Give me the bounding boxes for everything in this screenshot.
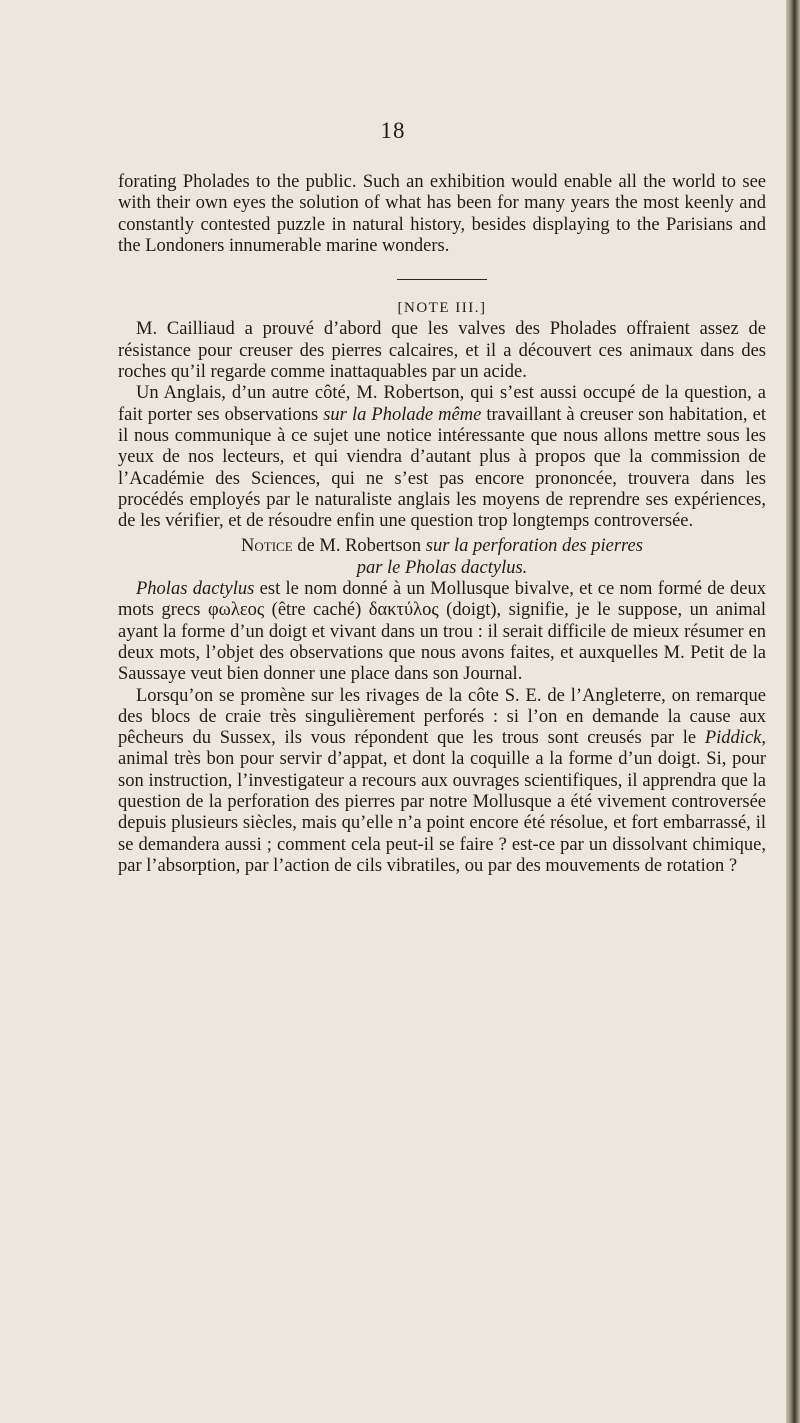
notice-title bbox=[118, 536, 766, 579]
paragraph-anglais-text-2: travaillant à creuser son habitation, et il nous communique à ce sujet une notice intéressante que nous allons mettre sous les yeux de nos lecteurs, et qui viendra d’autant plus à propos que la commission de l’Académie des Sciences, qui ne s’est pas encore prononcée, trouvera dans les procédés employés par le naturaliste anglais les moyens de reprendre ses expériences, de les vérifier, et de résoudre enfin une question trop longtemps controversée. bbox=[118, 404, 766, 532]
section-divider bbox=[397, 279, 487, 280]
paragraph-anglais-italic: sur la Pholade même bbox=[323, 404, 482, 425]
paragraph-anglais bbox=[118, 383, 766, 532]
paragraph-pholas bbox=[118, 579, 766, 685]
paragraph-intro: forating Pholades to the public. Such an exhibition would enable all the world to see with their own eyes the solution of what has been for many years the most keenly and constantly contested puzzle in natural history, besides displaying to the Parisians and the Londoners innumerable marine wonders. bbox=[118, 172, 766, 256]
page-edge bbox=[786, 0, 800, 1423]
paragraph-lorsque-text-2: , animal très bon pour servir d’appat, et dont la coquille a la forme d’un doigt. Si, pour son instruction, l’investigateur a recours aux ouvrages scientifiques, il apprendra que la question de la perforation des pierres par notre Mollusque a été vivement controversée depuis plusieurs siècles, mais qu’elle n’a point encore été résolue, et fort embarrassé, il se demandera aussi ; comment cela peut-il se faire ? est-ce par un dissolvant chimique, par l’absorption, par l’action de cils vibratiles, ou par des mouvements de rotation ? bbox=[118, 728, 766, 876]
paragraph-anglais-text-1: Un Anglais, d’un autre côté, M. Robertson, qui s’est aussi occupé de la question, a fait porter ses observations bbox=[118, 383, 766, 425]
notice-title-italic-1: sur la perforation des pierres bbox=[425, 536, 643, 557]
paragraph-pholas-italic: Pholas dactylus bbox=[136, 579, 255, 600]
paragraph-lorsque-italic: Piddick bbox=[704, 728, 762, 749]
paragraph-lorsque bbox=[118, 686, 766, 878]
page-body bbox=[118, 172, 766, 877]
paragraph-lorsque-text-1: Lorsqu’on se promène sur les rivages de la côte S. E. de l’Angleterre, on remarque des blocs de craie très singulièrement perforés : si l’on en demande la cause aux pêcheurs du Sussex, ils vous répondent que les trous sont creusés par le bbox=[118, 685, 766, 749]
paragraph-pholas-text: est le nom donné à un Mollusque bivalve, et ce nom formé de deux mots grecs φωλεος (être caché) δακτύλος (doigt), signifie, je le suppose, un animal ayant la forme d’un doigt et vivant dans un trou : il serait difficile de mieux résumer en deux mots, l’objet des observations que nous avons faites, et auxquelles M. Petit de la Saussaye veut bien donner une place dans son Journal. bbox=[118, 579, 766, 685]
note-heading: [NOTE III.] bbox=[397, 300, 487, 317]
notice-title-lead: Notice bbox=[241, 536, 293, 557]
page-number: 18 bbox=[380, 118, 406, 143]
paragraph-cailliaud: M. Cailliaud a prouvé d’abord que les valves des Pholades offraient assez de résistance pour creuser des pierres calcaires, et il a découvert ces animaux dans des roches qu’il regarde comme inattaquables par un acide. bbox=[118, 319, 766, 383]
notice-title-italic-2: par le Pholas dactylus. bbox=[356, 557, 528, 578]
notice-title-author: de M. Robertson bbox=[292, 536, 426, 557]
